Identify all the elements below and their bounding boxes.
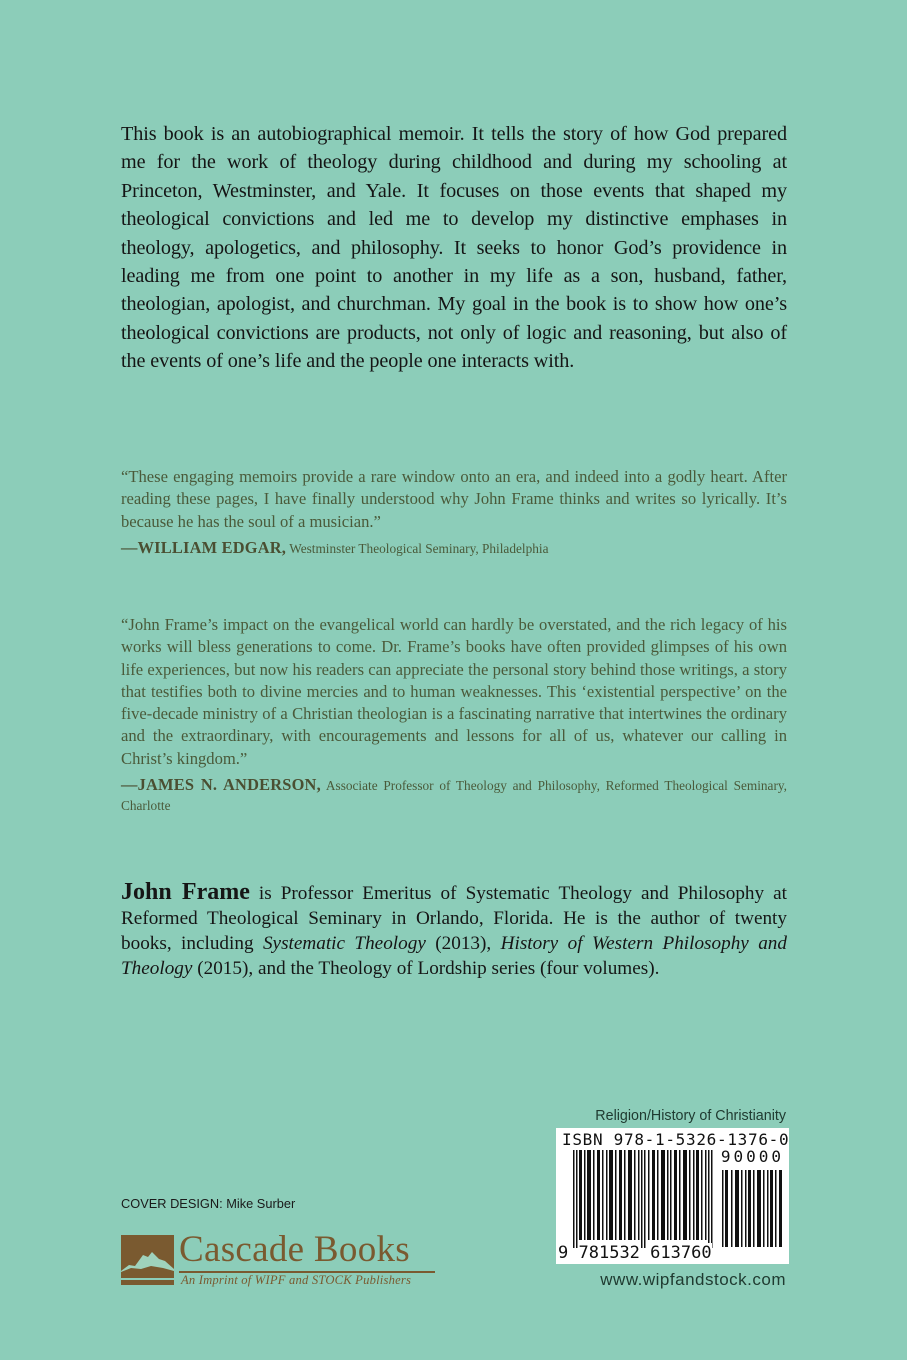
publisher-logo — [121, 1229, 441, 1295]
ean-group-2: 613760 — [650, 1243, 712, 1263]
author-name: John Frame — [121, 879, 250, 905]
price-barcode-bars-icon — [722, 1170, 784, 1247]
author-bio — [121, 880, 787, 981]
endorsement-quote: “John Frame’s impact on the evangelical world can hardly be overstated, and the rich legacy of his works will bless generations to come. Dr. Frame’s books have often provided glimpses of his own life experiences, but now his readers can appreciate the personal story behind those writings, a story that testifies both to divine mercies and to human weaknesses. This ‘existential perspective’ on the five-decade ministry of a Christian theologian is a fascinating narrative that intertwines the ordinary and the extraordinary, with encouragements and lessons for all of us, whatever our calling in Christ’s kingdom.” — [121, 615, 787, 768]
publisher-website: www.wipfandstock.com — [600, 1270, 786, 1289]
ean-group-1: 781532 — [578, 1243, 640, 1263]
endorser-name: —JAMES N. ANDERSON, — [121, 775, 321, 795]
bio-text: is Professor Emeritus of Systematic Theology and Philosophy at Reformed Theological Seminary in Orlando, Florida. He is the author of twenty books, including — [121, 883, 787, 954]
endorsement-anderson — [121, 614, 787, 815]
book-title: Systematic Theology — [262, 933, 426, 954]
isbn-barcode — [556, 1128, 789, 1264]
publisher-name: Cascade Books — [179, 1229, 410, 1270]
ean-first-digit: 9 — [558, 1243, 569, 1263]
endorsement-quote: “These engaging memoirs provide a rare window onto an era, and indeed into a godly heart. After reading these pages, I have finally understood why John Frame thinks and writes so lyrically. It’s because he has the soul of a musician.” — [121, 467, 787, 531]
bio-text: (2013), — [425, 933, 501, 954]
back-cover-blurb — [121, 120, 787, 376]
blurb-text: This book is an autobiographical memoir. It tells the story of how God prepared me for the work of theology during childhood and during my schooling at Princeton, Westminster, and Yale. It focuses on those events that shaped my theological convictions and led me to develop my distinctive emphases in theology, apologetics, and philosophy. It seeks to honor God’s providence in leading me from one point to another in my life as a son, husband, father, theologian, apologist, and churchman. My goal in the book is to show how one’s theological convictions are products, not only of logic and reasoning, but also of the events of one’s life and the people one interacts with. — [121, 123, 787, 373]
cover-design-credit: COVER DESIGN: Mike Surber — [121, 1196, 296, 1211]
endorser-name: —WILLIAM EDGAR, — [121, 537, 287, 557]
endorsement-edgar — [121, 466, 787, 558]
bio-text: (2015), and the Theology of Lordship series (four volumes). — [192, 958, 660, 979]
isbn-label: ISBN 978-1-5326-1376-0 — [562, 1130, 790, 1149]
endorsement-attribution — [121, 775, 787, 815]
price-code: 90000 — [720, 1147, 784, 1166]
endorser-affiliation: Associate Professor of Theology and Philosophy, Reformed Theological Seminary, Charlotte — [121, 778, 787, 813]
publisher-subtitle: An Imprint of WIPF and STOCK Publishers — [181, 1273, 412, 1287]
subject-category: Religion/History of Christianity — [595, 1108, 786, 1124]
endorsement-attribution — [121, 538, 787, 559]
mountain-icon — [121, 1235, 174, 1285]
ean-digits — [558, 1243, 712, 1263]
book-title: History of Western Philosophy and Theology — [121, 933, 787, 979]
endorser-affiliation: Westminster Theological Seminary, Philadelphia — [289, 540, 549, 556]
barcode-bars-icon — [573, 1150, 713, 1248]
